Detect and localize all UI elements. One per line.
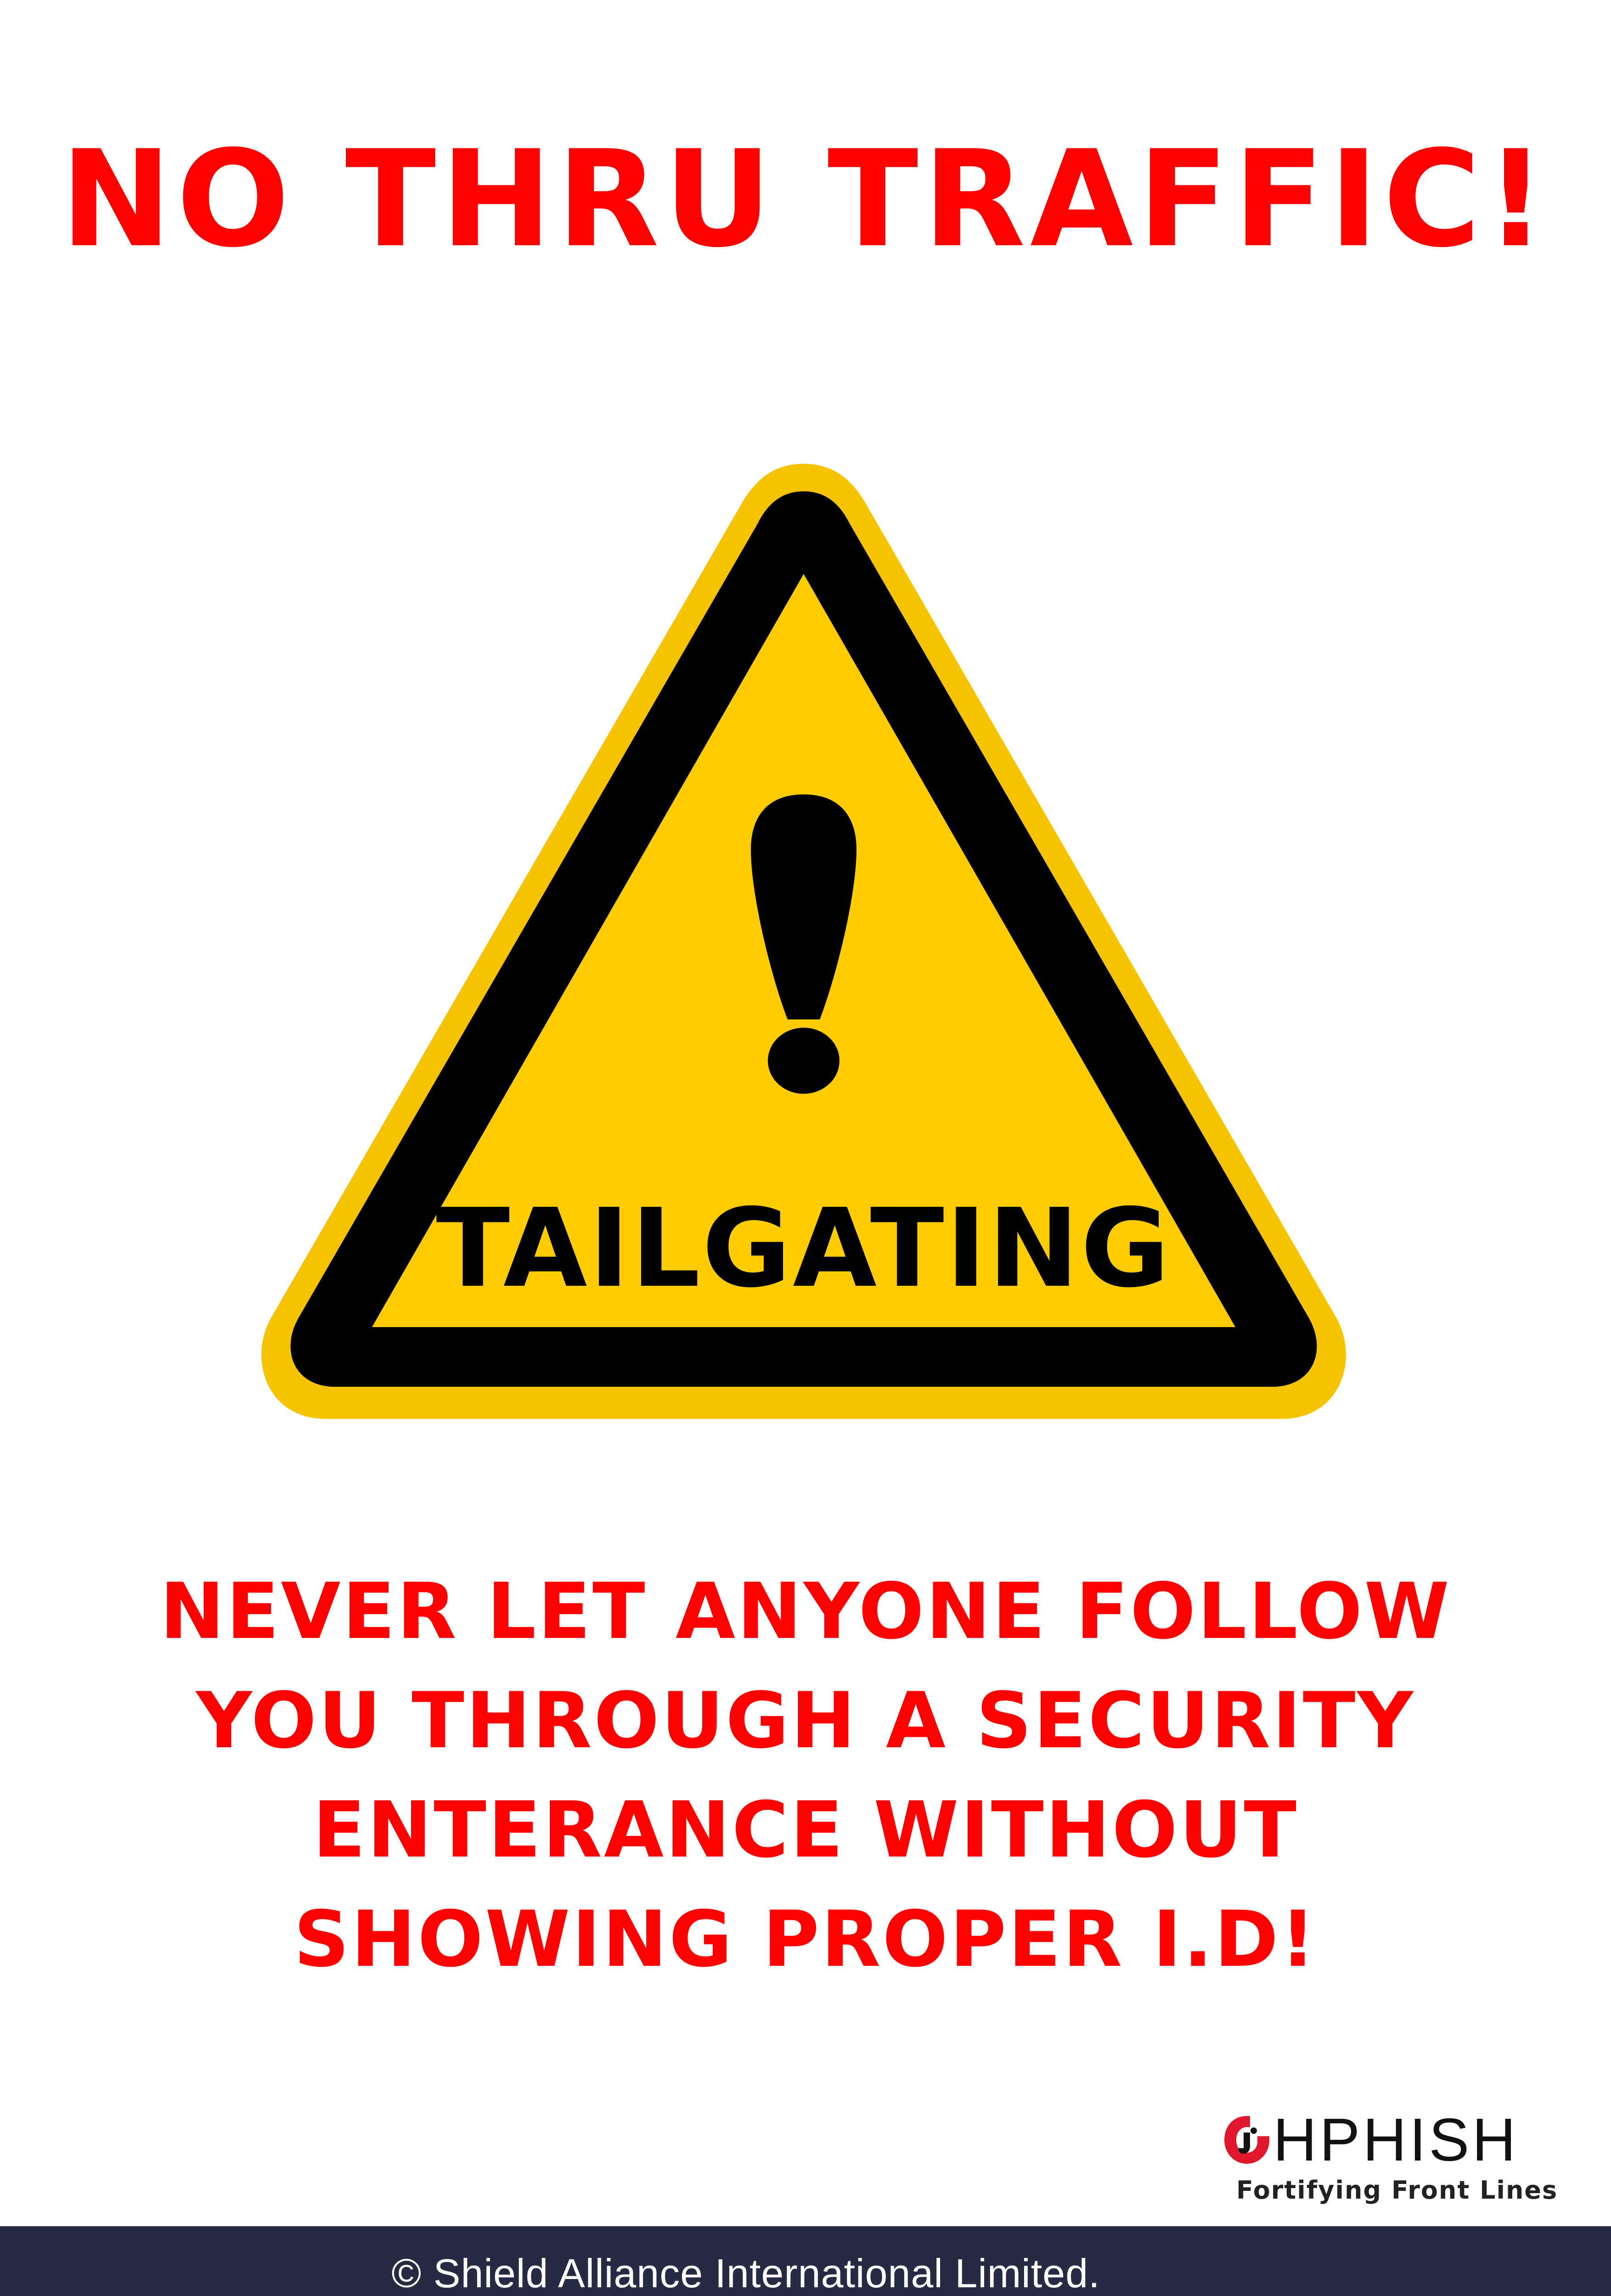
warning-sign <box>257 464 1350 1437</box>
brand-tagline: Fortifying Front Lines <box>1236 2176 1558 2205</box>
message-line: NEVER LET ANYONE FOLLOW <box>160 1566 1451 1656</box>
message-line: SHOWING PROPER I.D! <box>293 1894 1318 1984</box>
footer-bar <box>0 2226 1611 2296</box>
message-line: ENTERANCE WITHOUT <box>312 1785 1299 1875</box>
safety-message <box>92 1557 1519 1994</box>
sign-label: TAILGATING <box>436 1185 1172 1311</box>
exclamation-dot <box>768 1028 839 1094</box>
ophish-logo-icon <box>1222 2112 1272 2167</box>
copyright-text: © Shield Alliance International Limited. <box>391 2250 1100 2296</box>
brand-name: HPHISH <box>1273 2106 1519 2173</box>
message-line: YOU THROUGH A SECURITY <box>196 1676 1415 1766</box>
warning-triangle-icon <box>257 464 1350 1437</box>
headline: NO THRU TRAFFIC! <box>60 122 1551 277</box>
brand-logo <box>1222 2108 1571 2213</box>
brand-wordmark <box>1222 2108 1519 2172</box>
